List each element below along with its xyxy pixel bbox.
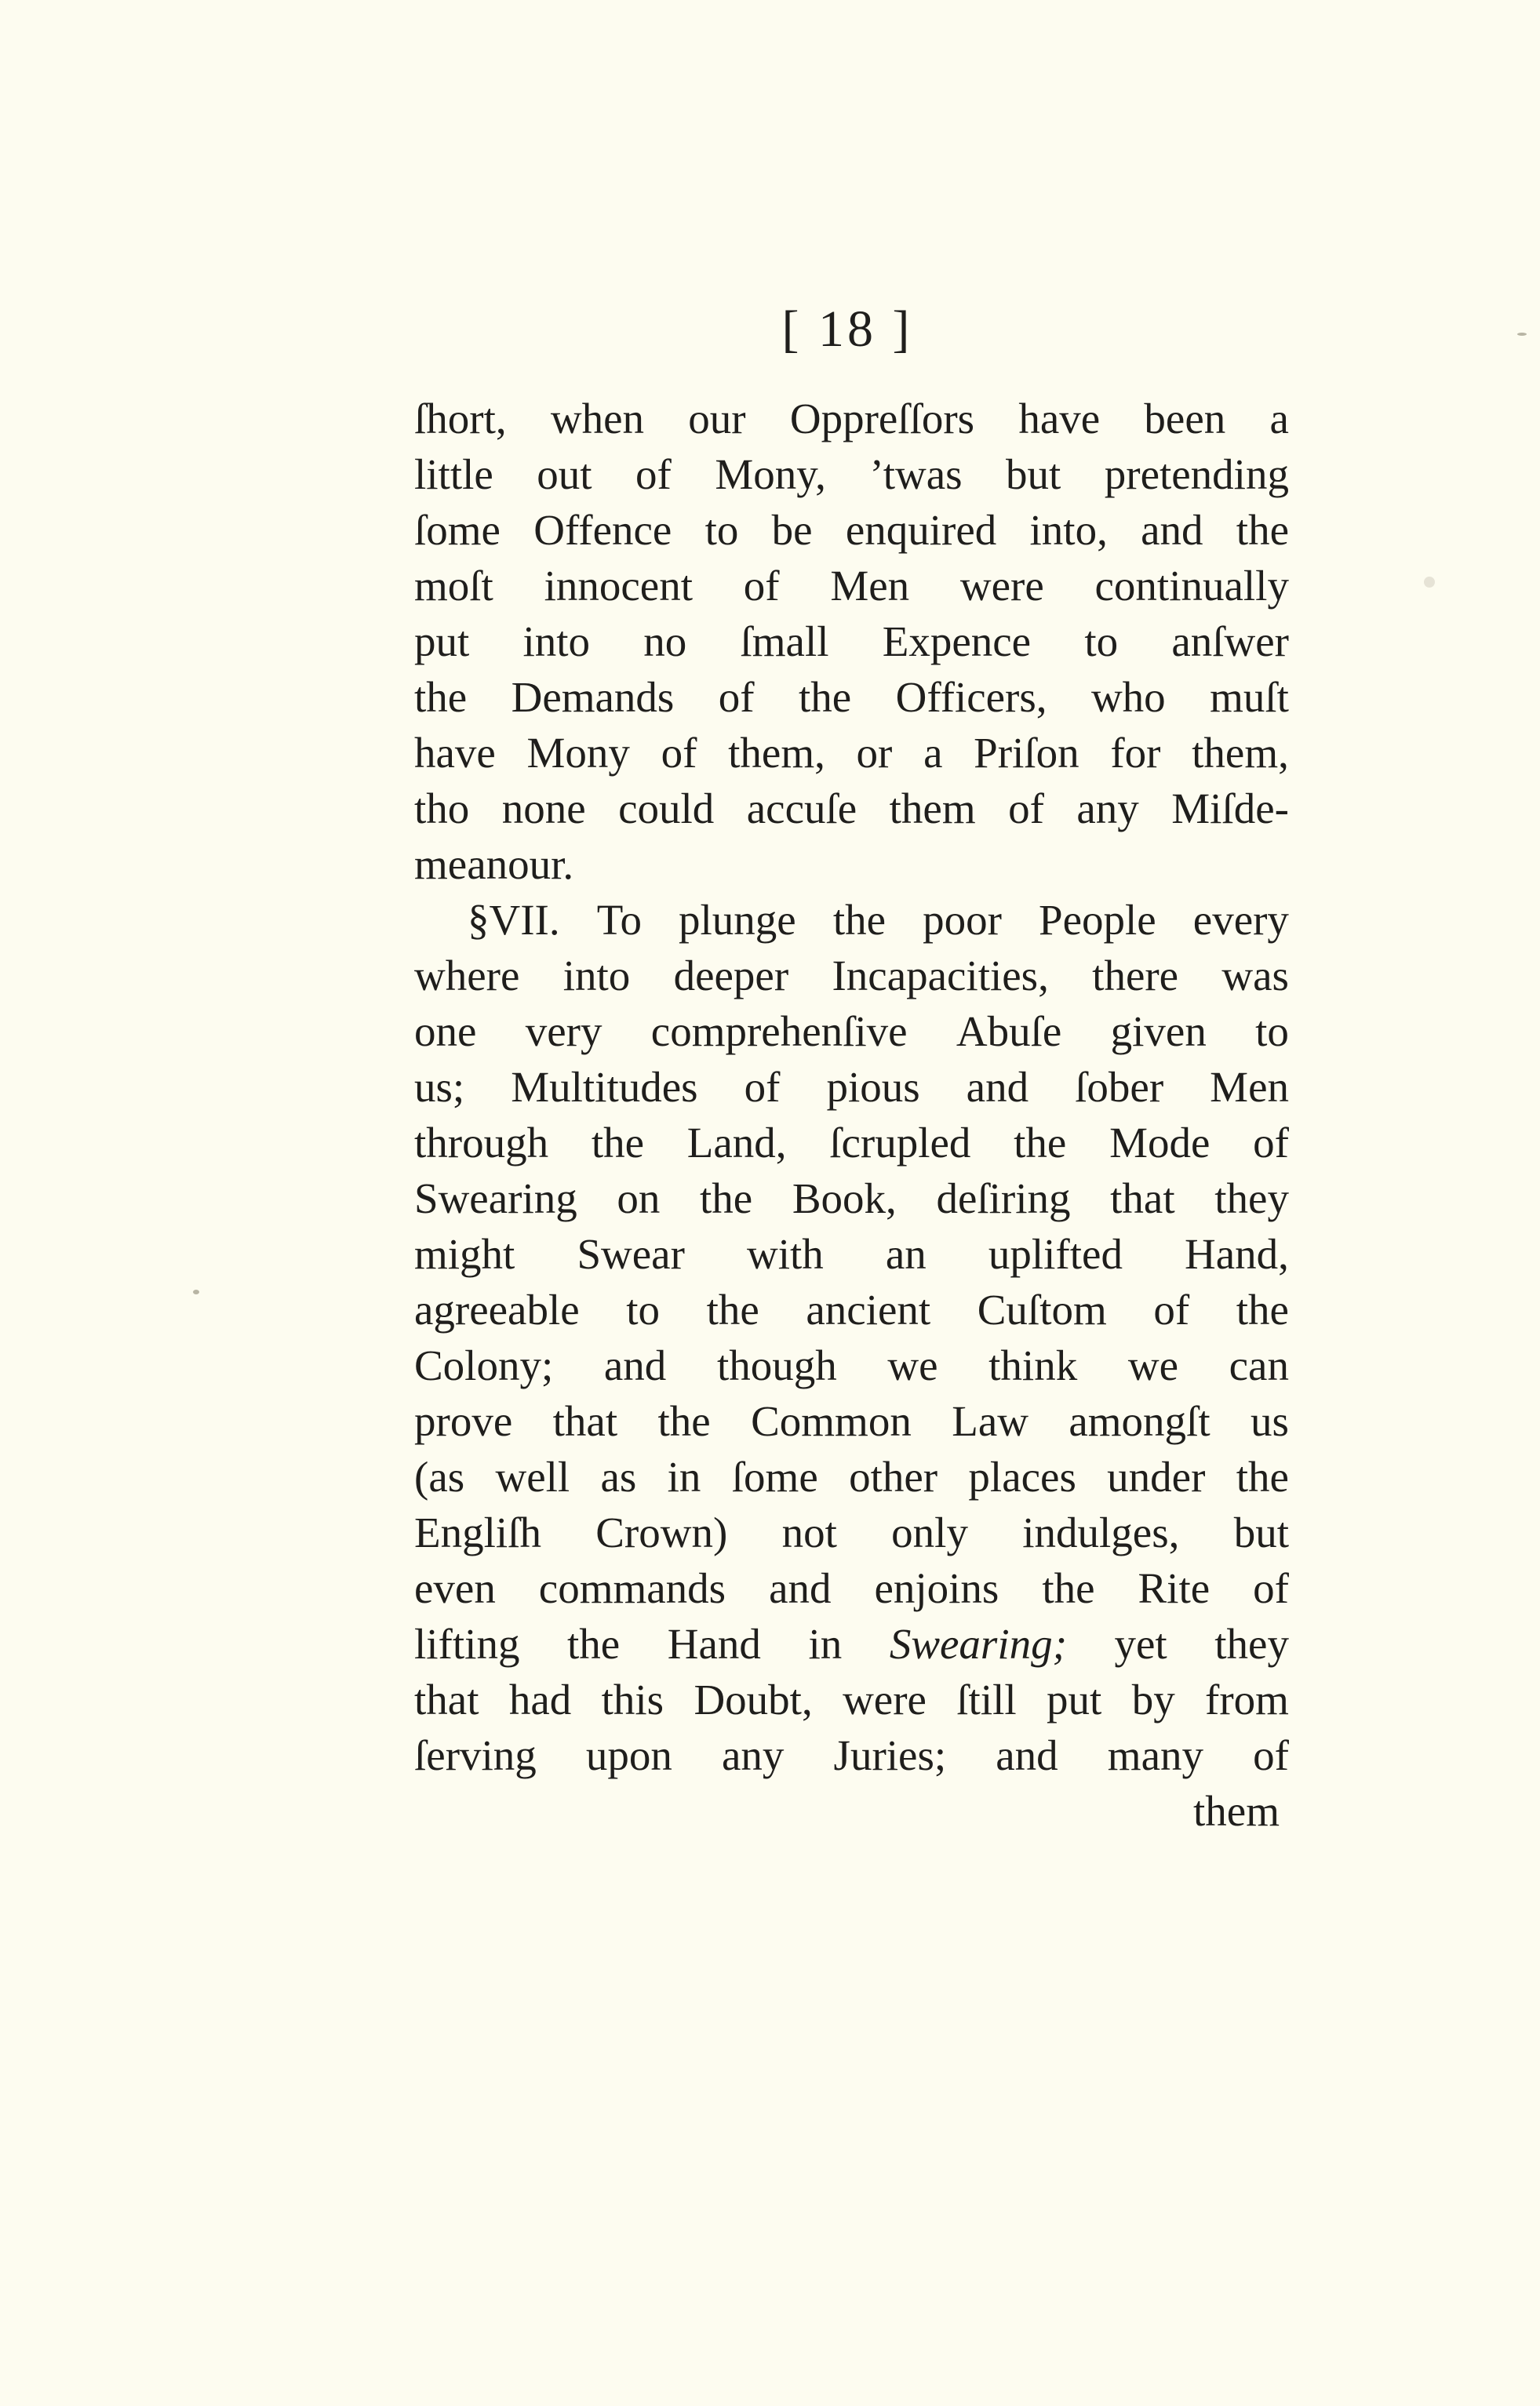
catchword: them [1193, 1787, 1280, 1835]
text-line: even commands and enjoins the Rite of [414, 1564, 1289, 1612]
body-text [414, 391, 1289, 1839]
section-heading-line: §VII. To plunge the poor People every [468, 896, 1289, 944]
text-line: have Mony of them, or a Priſon for them, [414, 729, 1289, 777]
text-line: the Demands of the Officers, who muſt [414, 673, 1289, 721]
text-line: Swearing on the Book, deſiring that they [414, 1174, 1289, 1222]
text-line: tho none could accuſe them of any Miſde- [414, 784, 1289, 832]
text-line: prove that the Common Law amongſt us [414, 1397, 1289, 1445]
text-line: put into no ſmall Expence to anſwer [414, 617, 1289, 665]
text-line: moſt innocent of Men were continually [414, 562, 1289, 610]
text-line: agreeable to the ancient Cuſtom of the [414, 1286, 1289, 1334]
text-line: might Swear with an uplifted Hand, [414, 1230, 1289, 1278]
text-line: little out of Mony, ’twas but pretending [414, 450, 1289, 498]
text-line: through the Land, ſcrupled the Mode of [414, 1119, 1289, 1167]
text-line: ſhort, when our Oppreſſors have been a [414, 395, 1289, 442]
text-line: that had this Doubt, were ſtill put by from [414, 1676, 1289, 1724]
text-line: ſome Offence to be enquired into, and the [414, 506, 1289, 554]
text-line: where into deeper Incapacities, there was [414, 952, 1289, 999]
text-line: meanour. [414, 840, 574, 888]
paper-speck [193, 1290, 199, 1294]
page-number: [ 18 ] [781, 300, 913, 358]
text-line: lifting the Hand in Swearing; yet they [414, 1620, 1289, 1668]
text-line: us; Multitudes of pious and ſober Men [414, 1063, 1289, 1111]
text-line: (as well as in ſome other places under the [414, 1453, 1289, 1501]
paper-speck [1424, 577, 1435, 588]
text-line: one very comprehenſive Abuſe given to [414, 1007, 1289, 1055]
text-line: ſerving upon any Juries; and many of [414, 1731, 1289, 1779]
text-line: Colony; and though we think we can [414, 1341, 1289, 1389]
paper-speck [1517, 333, 1527, 336]
text-line: Engliſh Crown) not only indulges, but [414, 1509, 1289, 1556]
